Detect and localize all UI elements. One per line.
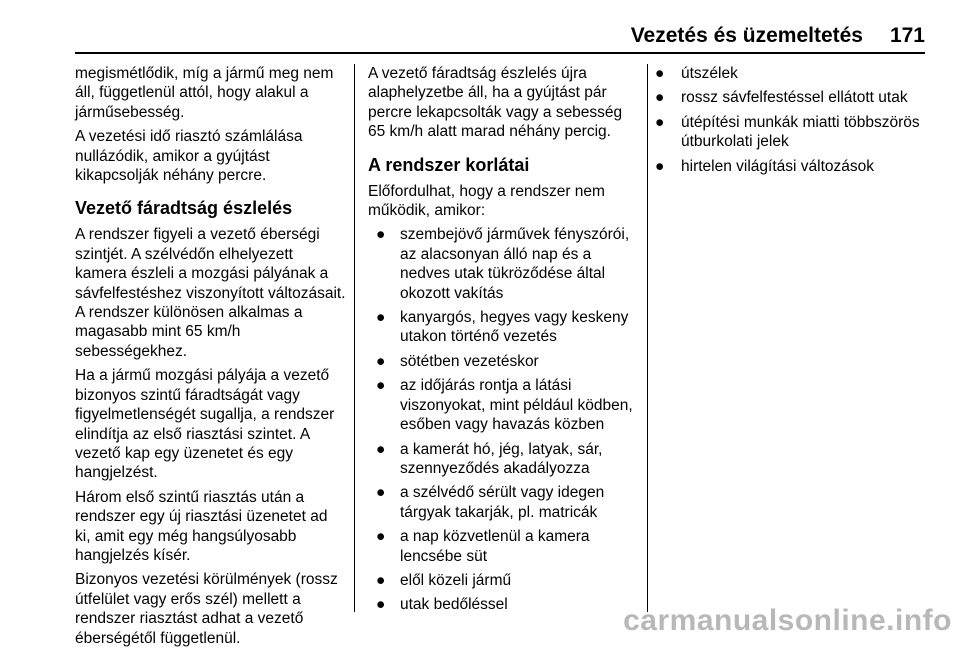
paragraph: Bizonyos vezetési körülmények (rossz útfelület vagy erős szél) mellett a rendszer riasztást adhat a vezető éberségétől függetlenül. xyxy=(75,571,338,647)
list-item: ● kanyargós, hegyes vagy keskeny utakon történő vezetés xyxy=(376,309,629,346)
bullet-icon: ● xyxy=(376,352,386,370)
bullet-icon: ● xyxy=(376,571,386,589)
page-number: 171 xyxy=(889,24,925,47)
bullet-icon: ● xyxy=(376,528,386,546)
section-heading: Vezető fáradtság észlelés xyxy=(75,198,293,219)
column-divider-1 xyxy=(354,64,355,612)
paragraph: A vezető fáradtság észlelés újra alaphelyzetbe áll, ha a gyújtást pár percre lekapcsolták vagy a sebesség 65 km/h alatt marad néhány percig. xyxy=(368,65,623,141)
list-item: ● szembejövő járművek fényszórói, az alacsonyan álló nap és a nedves utak tükröződése által okozott vakítás xyxy=(376,226,630,302)
limitations-list-continued xyxy=(655,64,935,176)
list-item: ● sötétben vezetéskor xyxy=(376,352,539,370)
column-3 xyxy=(655,64,935,181)
bullet-icon: ● xyxy=(655,157,665,175)
bullet-icon: ● xyxy=(376,226,386,244)
bullet-icon: ● xyxy=(376,440,386,458)
bullet-icon: ● xyxy=(376,309,386,327)
paragraph: Előfordulhat, hogy a rendszer nem működik, amikor: xyxy=(368,182,605,220)
bullet-icon: ● xyxy=(376,596,386,614)
section-heading: A rendszer korlátai xyxy=(368,154,530,175)
list-item: ● az időjárás rontja a látási viszonyokat, mint például ködben, esőben vagy havazás közben xyxy=(376,377,633,434)
bullet-icon: ● xyxy=(655,113,665,131)
column-1 xyxy=(75,64,347,653)
watermark: carmanualsonline.info xyxy=(623,604,952,637)
paragraph: Három első szintű riasztás után a rendszer egy új riasztási üzenetet ad ki, amit egy még hangsúlyosabb hangjelzés kísér. xyxy=(75,488,328,564)
bullet-icon: ● xyxy=(376,377,386,395)
paragraph: A vezetési idő riasztó számlálása nullázódik, amikor a gyújtást kikapcsolják néhány percre. xyxy=(75,128,303,185)
list-item: ● rossz sávfelfestéssel ellátott utak xyxy=(655,89,908,107)
list-item: ● a kamerát hó, jég, latyak, sár, szennyeződés akadályozza xyxy=(376,440,603,477)
paragraph: A rendszer figyeli a vezető éberségi szintjét. A szélvédőn elhelyezett kamera észleli a mozgási pályának a sávfelfestéshez viszonyított változásait. A rendszer különösen alkalmas a magasabb mint 65 km/h sebességekhez. xyxy=(75,226,346,360)
list-item: ● útszélek xyxy=(655,65,738,82)
list-item: ● utak bedőléssel xyxy=(376,596,508,614)
list-item: ● útépítési munkák miatti többszörös útburkolati jelek xyxy=(655,113,920,151)
list-item: ● hirtelen világítási változások xyxy=(655,157,874,175)
list-item: ● a nap közvetlenül a kamera lencsébe süt xyxy=(376,528,590,565)
limitations-list xyxy=(368,225,640,614)
paragraph: megismétlődik, míg a jármű meg nem áll, függetlenül attól, hogy alakul a járműsebesség. xyxy=(75,65,334,121)
paragraph: Ha a jármű mozgási pályája a vezető bizonyos szintű fáradtságát vagy figyelmetlenségét sugallja, a rendszer elindítja az első riasztási szintet. A vezető kap egy üzenetet és egy hangjelzést. xyxy=(75,367,335,482)
header-title: Vezetés és üzemeltetés xyxy=(630,24,863,47)
bullet-icon: ● xyxy=(655,65,665,82)
bullet-icon: ● xyxy=(655,89,665,107)
bullet-icon: ● xyxy=(376,484,386,502)
list-item: ● elől közeli jármű xyxy=(376,571,512,589)
column-divider-2 xyxy=(647,64,648,612)
page-header xyxy=(75,22,925,54)
column-2 xyxy=(368,64,640,620)
list-item: ● a szélvédő sérült vagy idegen tárgyak takarják, pl. matricák xyxy=(376,484,605,521)
